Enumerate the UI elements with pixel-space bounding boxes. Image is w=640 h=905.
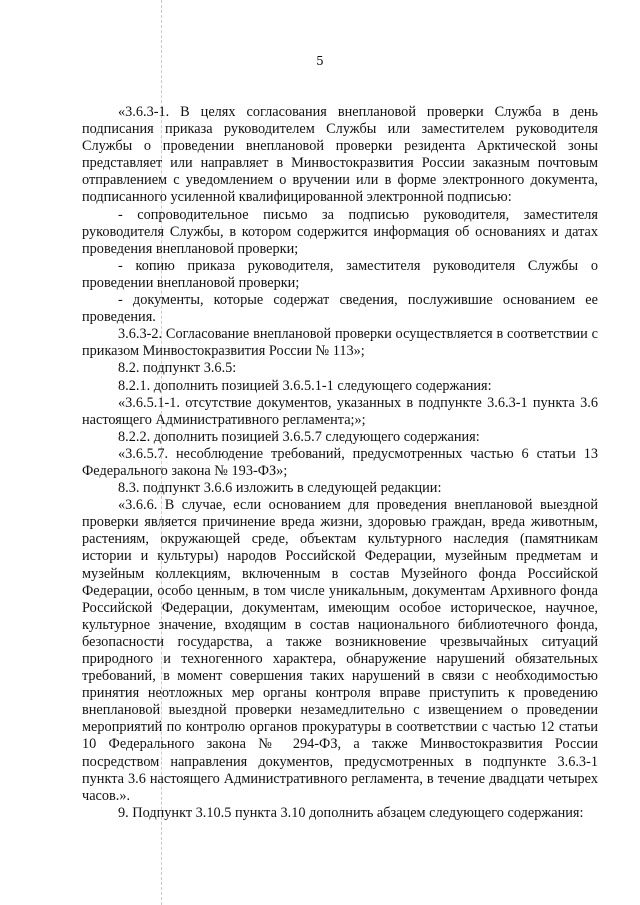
paragraph-8-2-2: 8.2.2. дополнить позицией 3.6.5.7 следующего содержания: (118, 428, 480, 445)
paragraph-3-6-5-1-1: «3.6.5.1-1. отсутствие документов, указанных в подпункте 3.6.3-1 пункта 3.6 настоящего Административного регламента;»; (82, 394, 598, 428)
list-item-documents: - документы, которые содержат сведения, послужившие основанием ее проведения. (82, 292, 598, 326)
paragraph-8-2-1: 8.2.1. дополнить позицией 3.6.5.1-1 следующего содержания: (118, 377, 492, 394)
list-item-cover-letter: - сопроводительное письмо за подписью руководителя, заместителя руководителя Службы, в котором содержится информация об основаниях и датах проведения внеплановой проверки; (82, 206, 598, 257)
paragraph-8-2: 8.2. подпункт 3.6.5: (118, 360, 237, 377)
paragraph-8-3: 8.3. подпункт 3.6.6 изложить в следующей редакции: (118, 480, 442, 497)
page-number: 5 (316, 54, 324, 68)
document-body (82, 104, 598, 822)
paragraph-9: 9. Подпункт 3.10.5 пункта 3.10 дополнить абзацем следующего содержания: (118, 804, 584, 821)
list-item-order-copy: - копию приказа руководителя, заместителя руководителя Службы о проведении внеплановой проверки; (82, 257, 598, 291)
paragraph-3-6-3-2: 3.6.3-2. Согласование внеплановой проверки осуществляется в соответствии с приказом Минвостокразвития России № 113»; (82, 326, 598, 360)
paragraph-3-6-5-7: «3.6.5.7. несоблюдение требований, предусмотренных частью 6 статьи 13 Федерального закона № 193-ФЗ»; (82, 445, 598, 479)
paragraph-3-6-6: «3.6.6. В случае, если основанием для проведения внеплановой выездной проверки является причинение вреда жизни, здоровью граждан, вреда животным, растениям, окружающей среде, объектам культурного наследия (памятникам истории и культуры) народов Российской Федерации, музейным предметам и музейным коллекциям, включенным в состав Музейного фонда Российской Федерации, особо ценным, в том числе уникальным, документам Архивного фонда Российской Федерации, документам, имеющим особое историческое, научное, культурное значение, входящим в состав национального библиотечного фонда, безопасности государства, а также возникновение чрезвычайных ситуаций природного и техногенного характера, обнаружение нарушений обязательных требований, в момент совершения таких нарушений в связи с необходимостью принятия неотложных мер органы контроля вправе приступить к проведению внеплановой выездной проверки незамедлительно с извещением о проведении мероприятий по контролю органов прокуратуры в соответствии с частью 12 статьи 10 Федерального закона № 294-ФЗ, а также Минвостокразвития России посредством направления документов, предусмотренных в подпункте 3.6.3-1 пункта 3.6 настоящего Административного регламента, в течение двадцати четырех часов.». (82, 497, 598, 804)
paragraph-3-6-3-1: «3.6.3-1. В целях согласования внеплановой проверки Служба в день подписания приказа руководителем Службы или заместителем руководителя Службы о проведении внеплановой проверки резидента Арктической зоны представляет или направляет в Минвостокразвития России заказным почтовым отправлением с уведомлением о вручении или в форме электронного документа, подписанного усиленной квалифицированной электронной подписью: (82, 104, 598, 206)
